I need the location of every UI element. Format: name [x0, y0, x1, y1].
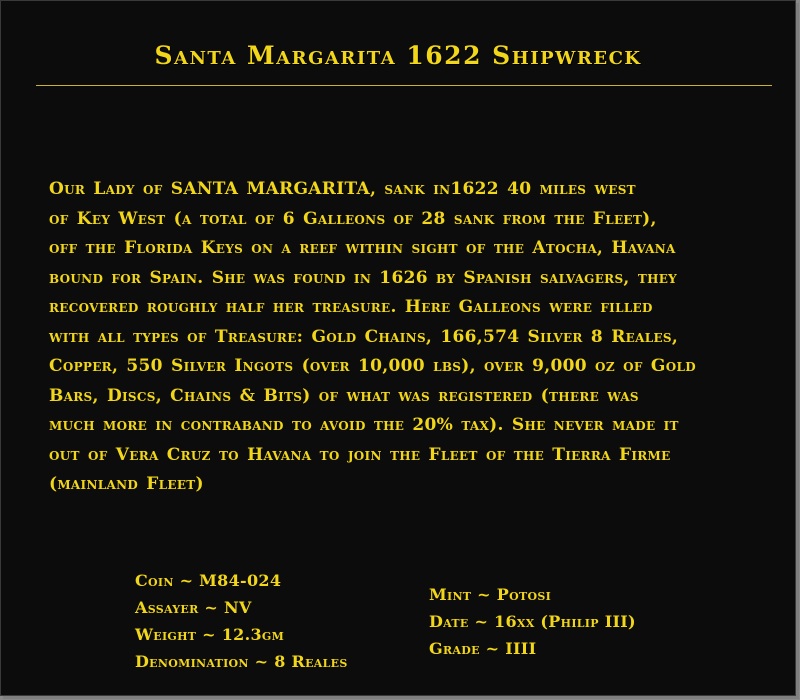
description-line: much more in contraband to avoid the 20% tax). She never made it	[49, 415, 679, 435]
description-line: Bars, Discs, Chains & Bits) of what was registered (there was	[49, 385, 639, 406]
date: Date ~ 16xx (Philip III)	[429, 612, 636, 631]
title-divider	[36, 85, 772, 86]
coin-specs-left	[135, 567, 348, 675]
shipwreck-description	[49, 175, 754, 500]
description-line: of Key West (a total of 6 Galleons of 28 sank from the Fleet),	[49, 208, 657, 229]
description-line: (mainland Fleet)	[49, 474, 204, 494]
description-line: off the Florida Keys on a reef within sight of the Atocha, Havana	[49, 238, 676, 258]
denomination: Denomination ~ 8 Reales	[135, 652, 348, 671]
grade: Grade ~ IIII	[429, 639, 537, 658]
mint: Mint ~ Potosi	[429, 585, 552, 604]
coin-id: Coin ~ M84-024	[135, 571, 282, 590]
description-line: recovered roughly half her treasure. Here Galleons were filled	[49, 297, 653, 317]
description-line: out of Vera Cruz to Havana to join the Fleet of the Tierra Firme	[49, 444, 671, 465]
page-title: Santa Margarita 1622 Shipwreck	[154, 41, 642, 70]
description-line: bound for Spain. She was found in 1626 by Spanish salvagers, they	[49, 267, 678, 288]
weight: Weight ~ 12.3gm	[135, 625, 285, 644]
description-line: Copper, 550 Silver Ingots (over 10,000 lbs), over 9,000 oz of Gold	[49, 356, 696, 376]
coin-specs-right	[429, 581, 636, 662]
description-line: with all types of Treasure: Gold Chains, 166,574 Silver 8 Reales,	[49, 326, 679, 347]
description-line: Our Lady of SANTA MARGARITA, sank in1622 40 miles west	[49, 179, 636, 199]
assayer: Assayer ~ NV	[135, 598, 252, 617]
